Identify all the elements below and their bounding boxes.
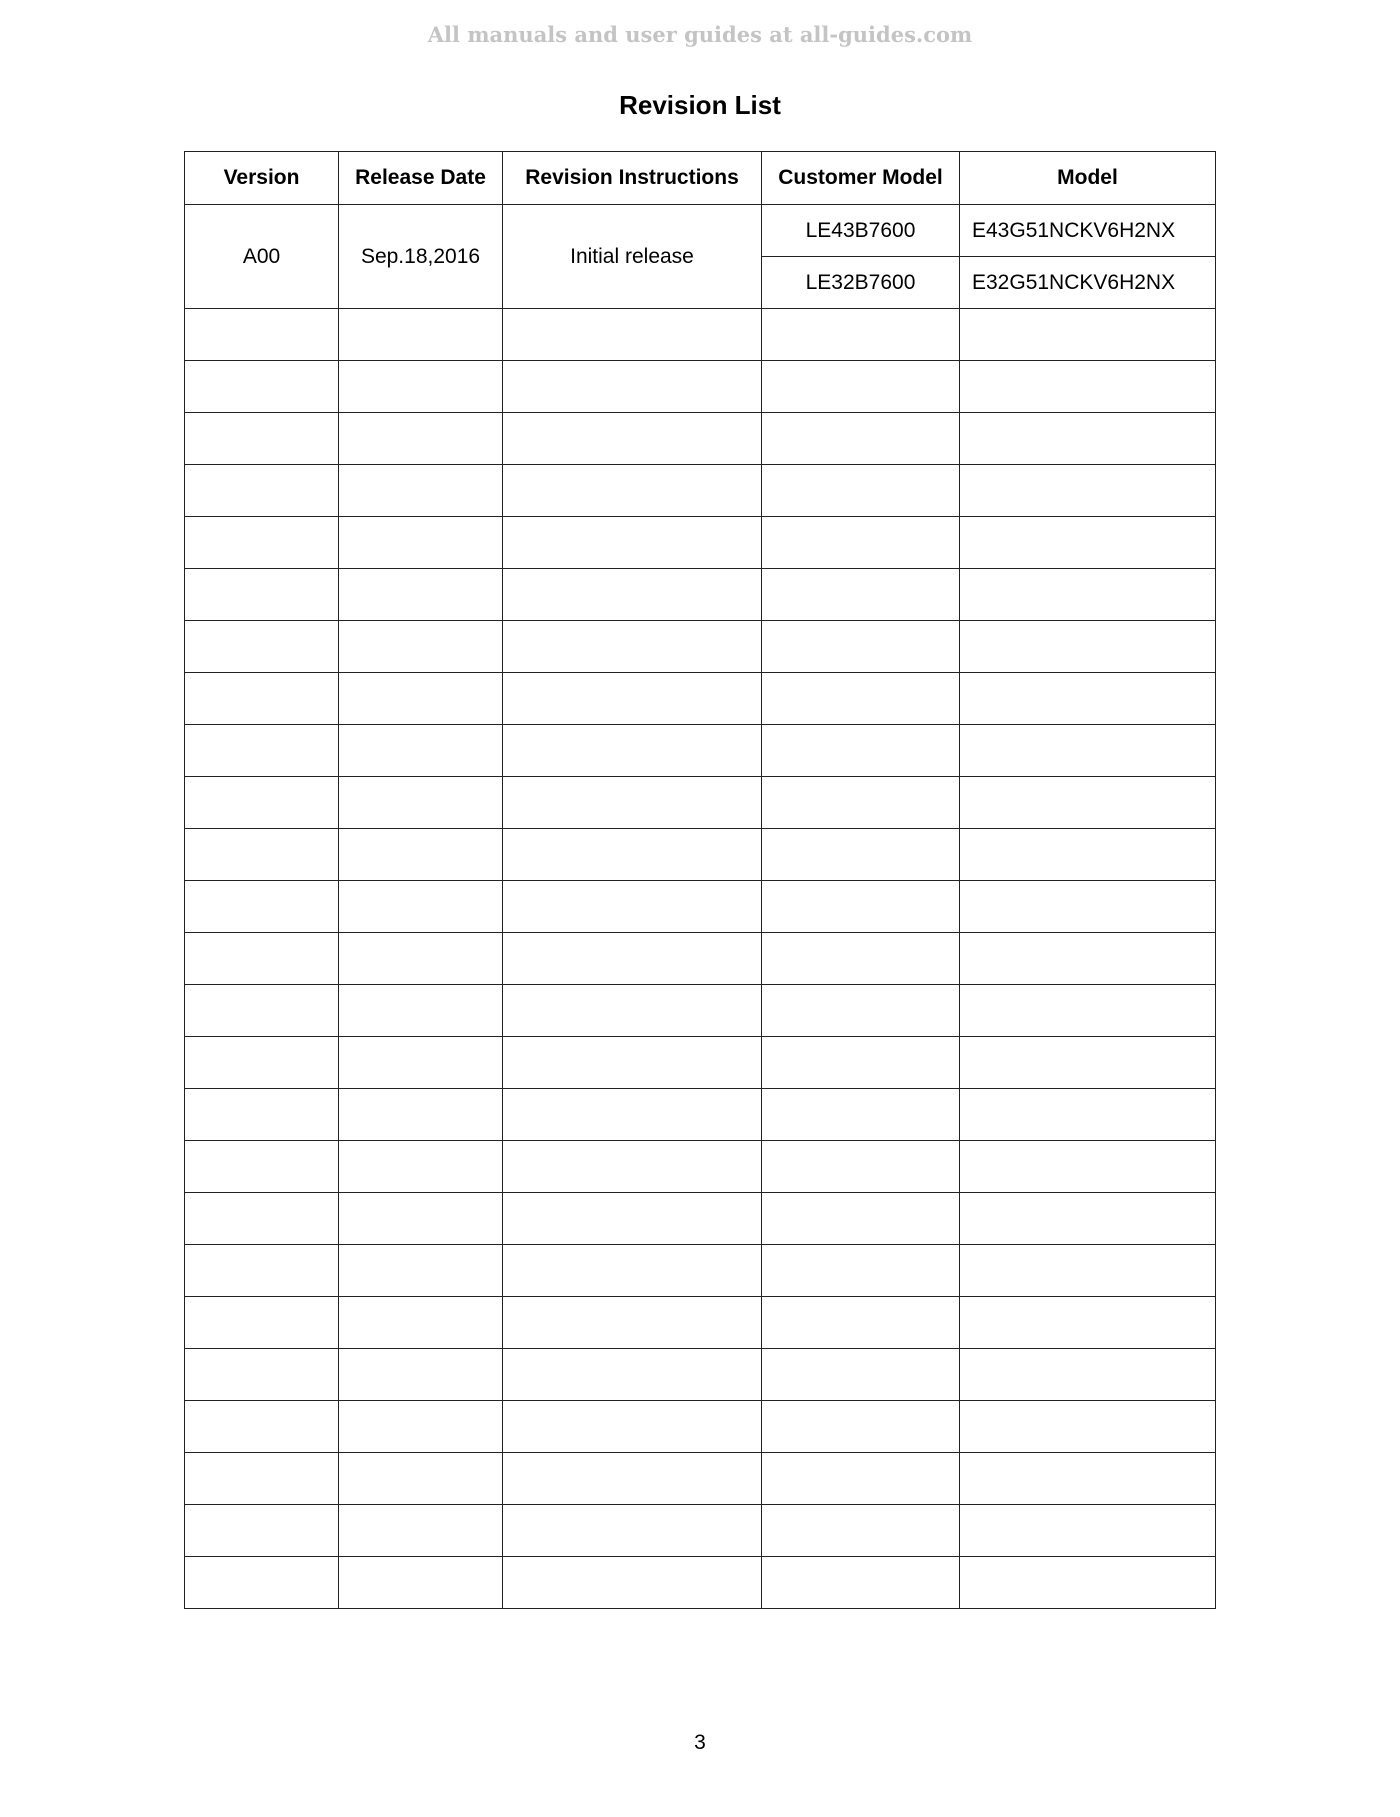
empty-table-row [185, 829, 1216, 881]
cell-customer-model [762, 569, 960, 621]
cell-revision-instructions [503, 1453, 762, 1505]
cell-version [185, 309, 339, 361]
cell-revision-instructions [503, 1089, 762, 1141]
cell-customer-model [762, 1505, 960, 1557]
cell-revision-instructions [503, 1401, 762, 1453]
cell-version [185, 1401, 339, 1453]
cell-revision-instructions [503, 1505, 762, 1557]
cell-model [960, 1349, 1216, 1401]
cell-revision-instructions [503, 1037, 762, 1089]
cell-version [185, 1141, 339, 1193]
cell-model [960, 309, 1216, 361]
cell-version [185, 1557, 339, 1609]
cell-model [960, 1141, 1216, 1193]
empty-table-row [185, 673, 1216, 725]
cell-revision-instructions: Initial release [503, 205, 762, 309]
empty-table-row [185, 1089, 1216, 1141]
cell-model [960, 933, 1216, 985]
cell-version [185, 569, 339, 621]
cell-revision-instructions [503, 881, 762, 933]
empty-table-row [185, 1401, 1216, 1453]
cell-model [960, 465, 1216, 517]
cell-model [960, 361, 1216, 413]
cell-revision-instructions [503, 1349, 762, 1401]
cell-revision-instructions [503, 985, 762, 1037]
cell-model [960, 621, 1216, 673]
cell-revision-instructions [503, 413, 762, 465]
cell-version [185, 829, 339, 881]
cell-revision-instructions [503, 725, 762, 777]
empty-table-row [185, 309, 1216, 361]
cell-customer-model [762, 1297, 960, 1349]
cell-version [185, 1089, 339, 1141]
empty-table-row [185, 517, 1216, 569]
cell-customer-model [762, 1349, 960, 1401]
empty-table-row [185, 881, 1216, 933]
cell-model [960, 1193, 1216, 1245]
cell-release-date [339, 1193, 503, 1245]
cell-version [185, 933, 339, 985]
cell-release-date [339, 413, 503, 465]
cell-model [960, 1089, 1216, 1141]
cell-model [960, 725, 1216, 777]
cell-release-date [339, 465, 503, 517]
cell-customer-model [762, 517, 960, 569]
cell-customer-model [762, 985, 960, 1037]
table-header-row [185, 152, 1216, 205]
cell-model [960, 1245, 1216, 1297]
cell-version: A00 [185, 205, 339, 309]
cell-release-date [339, 1089, 503, 1141]
cell-model [960, 413, 1216, 465]
cell-model [960, 985, 1216, 1037]
cell-version [185, 1245, 339, 1297]
cell-model [960, 1505, 1216, 1557]
cell-customer-model [762, 673, 960, 725]
cell-model [960, 1037, 1216, 1089]
cell-version [185, 1349, 339, 1401]
cell-model: E32G51NCKV6H2NX [960, 257, 1216, 309]
cell-customer-model: LE43B7600 [762, 205, 960, 257]
cell-customer-model [762, 933, 960, 985]
cell-release-date [339, 1505, 503, 1557]
empty-table-row [185, 933, 1216, 985]
empty-table-row [185, 1141, 1216, 1193]
empty-table-row [185, 465, 1216, 517]
cell-model [960, 1557, 1216, 1609]
empty-table-row [185, 1193, 1216, 1245]
cell-version [185, 881, 339, 933]
cell-customer-model [762, 1557, 960, 1609]
cell-revision-instructions [503, 517, 762, 569]
cell-customer-model [762, 829, 960, 881]
cell-customer-model [762, 777, 960, 829]
cell-customer-model [762, 1245, 960, 1297]
cell-model [960, 881, 1216, 933]
header-version: Version [185, 152, 339, 205]
cell-revision-instructions [503, 1141, 762, 1193]
empty-table-row [185, 1505, 1216, 1557]
cell-customer-model [762, 1037, 960, 1089]
empty-table-row [185, 1037, 1216, 1089]
cell-release-date [339, 725, 503, 777]
cell-revision-instructions [503, 777, 762, 829]
cell-release-date [339, 1349, 503, 1401]
cell-model [960, 1401, 1216, 1453]
empty-table-row [185, 1453, 1216, 1505]
cell-model [960, 517, 1216, 569]
cell-version [185, 413, 339, 465]
cell-version [185, 621, 339, 673]
cell-customer-model [762, 881, 960, 933]
cell-revision-instructions [503, 621, 762, 673]
cell-customer-model [762, 361, 960, 413]
watermark: All manuals and user guides at all-guides.com [427, 22, 973, 47]
cell-release-date [339, 1245, 503, 1297]
cell-revision-instructions [503, 309, 762, 361]
table-row [185, 205, 1216, 257]
cell-version [185, 1453, 339, 1505]
cell-release-date [339, 673, 503, 725]
page-number: 3 [694, 1731, 706, 1754]
cell-customer-model [762, 309, 960, 361]
cell-release-date [339, 1557, 503, 1609]
cell-revision-instructions [503, 569, 762, 621]
header-revision-instructions: Revision Instructions [503, 152, 762, 205]
empty-table-row [185, 1297, 1216, 1349]
cell-release-date [339, 361, 503, 413]
cell-release-date [339, 569, 503, 621]
empty-table-row [185, 621, 1216, 673]
cell-model [960, 1453, 1216, 1505]
cell-revision-instructions [503, 673, 762, 725]
cell-version [185, 465, 339, 517]
cell-customer-model [762, 1141, 960, 1193]
cell-revision-instructions [503, 933, 762, 985]
cell-customer-model: LE32B7600 [762, 257, 960, 309]
empty-table-row [185, 1349, 1216, 1401]
cell-model: E43G51NCKV6H2NX [960, 205, 1216, 257]
cell-release-date [339, 1453, 503, 1505]
cell-model [960, 829, 1216, 881]
cell-revision-instructions [503, 1193, 762, 1245]
cell-model [960, 777, 1216, 829]
empty-table-row [185, 985, 1216, 1037]
cell-release-date [339, 309, 503, 361]
empty-table-row [185, 413, 1216, 465]
empty-table-row [185, 1557, 1216, 1609]
cell-model [960, 673, 1216, 725]
cell-model [960, 569, 1216, 621]
cell-release-date [339, 933, 503, 985]
cell-model [960, 1297, 1216, 1349]
cell-version [185, 517, 339, 569]
cell-version [185, 361, 339, 413]
header-model: Model [960, 152, 1216, 205]
cell-version [185, 673, 339, 725]
cell-release-date [339, 829, 503, 881]
cell-customer-model [762, 465, 960, 517]
cell-release-date [339, 621, 503, 673]
empty-table-row [185, 777, 1216, 829]
cell-release-date: Sep.18,2016 [339, 205, 503, 309]
empty-table-row [185, 725, 1216, 777]
cell-release-date [339, 985, 503, 1037]
cell-version [185, 1037, 339, 1089]
header-release-date: Release Date [339, 152, 503, 205]
cell-release-date [339, 1141, 503, 1193]
cell-customer-model [762, 413, 960, 465]
cell-version [185, 985, 339, 1037]
cell-revision-instructions [503, 1245, 762, 1297]
cell-release-date [339, 1401, 503, 1453]
cell-version [185, 1505, 339, 1557]
cell-customer-model [762, 1089, 960, 1141]
cell-revision-instructions [503, 1557, 762, 1609]
cell-version [185, 777, 339, 829]
cell-revision-instructions [503, 1297, 762, 1349]
cell-release-date [339, 1037, 503, 1089]
cell-release-date [339, 777, 503, 829]
empty-table-row [185, 1245, 1216, 1297]
cell-customer-model [762, 1453, 960, 1505]
cell-revision-instructions [503, 361, 762, 413]
cell-customer-model [762, 621, 960, 673]
cell-release-date [339, 517, 503, 569]
header-customer-model: Customer Model [762, 152, 960, 205]
page-title: Revision List [619, 90, 781, 120]
cell-customer-model [762, 1193, 960, 1245]
cell-revision-instructions [503, 465, 762, 517]
cell-release-date [339, 1297, 503, 1349]
cell-version [185, 1193, 339, 1245]
cell-version [185, 725, 339, 777]
revision-table [184, 151, 1216, 1609]
cell-revision-instructions [503, 829, 762, 881]
empty-table-row [185, 569, 1216, 621]
cell-customer-model [762, 1401, 960, 1453]
empty-table-row [185, 361, 1216, 413]
cell-customer-model [762, 725, 960, 777]
cell-version [185, 1297, 339, 1349]
cell-release-date [339, 881, 503, 933]
